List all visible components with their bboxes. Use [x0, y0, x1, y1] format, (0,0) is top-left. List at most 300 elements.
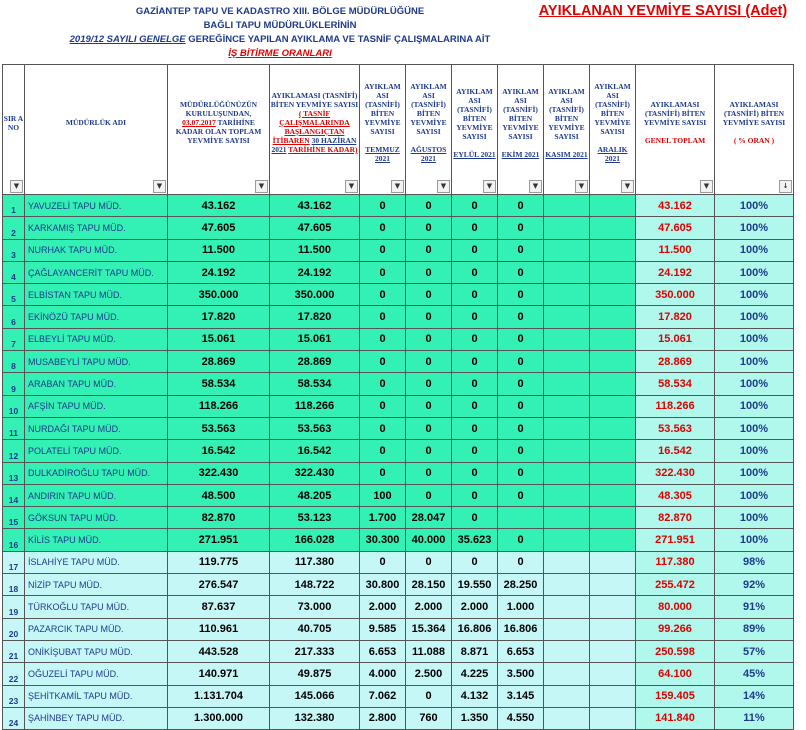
- row-total[interactable]: 119.775: [168, 551, 270, 573]
- row-month-6[interactable]: [590, 640, 636, 662]
- row-name[interactable]: AFŞİN TAPU MÜD.: [25, 395, 168, 417]
- row-general-total[interactable]: 15.061: [636, 328, 715, 350]
- row-month-6[interactable]: [590, 529, 636, 551]
- row-percentage[interactable]: 14%: [715, 685, 794, 707]
- row-month-5[interactable]: [544, 685, 590, 707]
- row-percentage[interactable]: 92%: [715, 574, 794, 596]
- row-month-4[interactable]: 6.653: [498, 640, 544, 662]
- row-done[interactable]: 118.266: [270, 395, 360, 417]
- row-name[interactable]: ÇAĞLAYANCERİT TAPU MÜD.: [25, 261, 168, 283]
- filter-dropdown-icon[interactable]: ▼: [153, 180, 166, 193]
- row-general-total[interactable]: 64.100: [636, 663, 715, 685]
- row-month-5[interactable]: [544, 373, 590, 395]
- row-month-6[interactable]: [590, 507, 636, 529]
- row-name[interactable]: ŞAHİNBEY TAPU MÜD.: [25, 707, 168, 729]
- row-month-2[interactable]: 11.088: [406, 640, 452, 662]
- row-month-3[interactable]: 0: [452, 373, 498, 395]
- row-percentage[interactable]: 100%: [715, 529, 794, 551]
- row-done[interactable]: 48.205: [270, 484, 360, 506]
- row-month-2[interactable]: 0: [406, 373, 452, 395]
- row-general-total[interactable]: 43.162: [636, 195, 715, 217]
- row-done[interactable]: 148.722: [270, 574, 360, 596]
- row-month-4[interactable]: 1.000: [498, 596, 544, 618]
- row-month-2[interactable]: 0: [406, 328, 452, 350]
- row-done[interactable]: 17.820: [270, 306, 360, 328]
- row-month-2[interactable]: 0: [406, 551, 452, 573]
- row-month-1[interactable]: 2.800: [360, 707, 406, 729]
- row-done[interactable]: 117.380: [270, 551, 360, 573]
- row-month-1[interactable]: 0: [360, 217, 406, 239]
- row-month-4[interactable]: 0: [498, 529, 544, 551]
- row-month-2[interactable]: 0: [406, 395, 452, 417]
- row-month-2[interactable]: 15.364: [406, 618, 452, 640]
- row-month-3[interactable]: 35.623: [452, 529, 498, 551]
- row-month-1[interactable]: 0: [360, 328, 406, 350]
- row-done[interactable]: 28.869: [270, 351, 360, 373]
- row-done[interactable]: 49.875: [270, 663, 360, 685]
- row-general-total[interactable]: 82.870: [636, 507, 715, 529]
- row-name[interactable]: İSLAHİYE TAPU MÜD.: [25, 551, 168, 573]
- row-done[interactable]: 53.563: [270, 417, 360, 439]
- row-month-3[interactable]: 0: [452, 417, 498, 439]
- row-month-1[interactable]: 0: [360, 284, 406, 306]
- filter-dropdown-icon[interactable]: ▼: [10, 180, 23, 193]
- row-name[interactable]: DULKADİROĞLU TAPU MÜD.: [25, 462, 168, 484]
- row-month-6[interactable]: [590, 484, 636, 506]
- row-month-4[interactable]: 0: [498, 417, 544, 439]
- row-done[interactable]: 145.066: [270, 685, 360, 707]
- row-general-total[interactable]: 48.305: [636, 484, 715, 506]
- row-month-2[interactable]: 0: [406, 306, 452, 328]
- row-total[interactable]: 43.162: [168, 195, 270, 217]
- row-number[interactable]: 23: [3, 685, 25, 707]
- row-general-total[interactable]: 17.820: [636, 306, 715, 328]
- row-month-4[interactable]: 3.145: [498, 685, 544, 707]
- row-month-3[interactable]: 8.871: [452, 640, 498, 662]
- row-total[interactable]: 15.061: [168, 328, 270, 350]
- row-name[interactable]: PAZARCIK TAPU MÜD.: [25, 618, 168, 640]
- row-month-3[interactable]: 0: [452, 507, 498, 529]
- row-name[interactable]: NİZİP TAPU MÜD.: [25, 574, 168, 596]
- row-number[interactable]: 17: [3, 551, 25, 573]
- row-total[interactable]: 322.430: [168, 462, 270, 484]
- row-month-4[interactable]: 4.550: [498, 707, 544, 729]
- row-percentage[interactable]: 100%: [715, 417, 794, 439]
- row-month-4[interactable]: 28.250: [498, 574, 544, 596]
- row-total[interactable]: 87.637: [168, 596, 270, 618]
- row-month-3[interactable]: 4.132: [452, 685, 498, 707]
- row-month-1[interactable]: 0: [360, 239, 406, 261]
- row-percentage[interactable]: 100%: [715, 217, 794, 239]
- row-month-2[interactable]: 0: [406, 195, 452, 217]
- row-month-1[interactable]: 30.800: [360, 574, 406, 596]
- row-percentage[interactable]: 57%: [715, 640, 794, 662]
- row-month-6[interactable]: [590, 596, 636, 618]
- row-total[interactable]: 443.528: [168, 640, 270, 662]
- row-name[interactable]: KARKAMIŞ TAPU MÜD.: [25, 217, 168, 239]
- row-name[interactable]: ELBİSTAN TAPU MÜD.: [25, 284, 168, 306]
- row-month-2[interactable]: 0: [406, 351, 452, 373]
- row-number[interactable]: 13: [3, 462, 25, 484]
- row-month-6[interactable]: [590, 351, 636, 373]
- row-month-1[interactable]: 0: [360, 395, 406, 417]
- row-total[interactable]: 1.131.704: [168, 685, 270, 707]
- row-name[interactable]: NURHAK TAPU MÜD.: [25, 239, 168, 261]
- row-number[interactable]: 19: [3, 596, 25, 618]
- row-month-2[interactable]: 0: [406, 417, 452, 439]
- row-total[interactable]: 140.971: [168, 663, 270, 685]
- row-name[interactable]: TÜRKOĞLU TAPU MÜD.: [25, 596, 168, 618]
- row-month-5[interactable]: [544, 261, 590, 283]
- row-name[interactable]: GÖKSUN TAPU MÜD.: [25, 507, 168, 529]
- sort-filter-icon[interactable]: ↓: [779, 180, 792, 193]
- row-total[interactable]: 11.500: [168, 239, 270, 261]
- row-total[interactable]: 350.000: [168, 284, 270, 306]
- row-month-6[interactable]: [590, 373, 636, 395]
- filter-dropdown-icon[interactable]: ▼: [437, 180, 450, 193]
- row-name[interactable]: NURDAĞI TAPU MÜD.: [25, 417, 168, 439]
- row-month-4[interactable]: [498, 507, 544, 529]
- row-name[interactable]: OĞUZELİ TAPU MÜD.: [25, 663, 168, 685]
- row-month-5[interactable]: [544, 217, 590, 239]
- row-month-3[interactable]: 0: [452, 395, 498, 417]
- row-month-5[interactable]: [544, 484, 590, 506]
- row-number[interactable]: 22: [3, 663, 25, 685]
- row-month-6[interactable]: [590, 618, 636, 640]
- row-month-3[interactable]: 0: [452, 484, 498, 506]
- row-total[interactable]: 58.534: [168, 373, 270, 395]
- row-percentage[interactable]: 100%: [715, 284, 794, 306]
- row-month-1[interactable]: 0: [360, 373, 406, 395]
- row-number[interactable]: 4: [3, 261, 25, 283]
- row-total[interactable]: 48.500: [168, 484, 270, 506]
- row-total[interactable]: 1.300.000: [168, 707, 270, 729]
- row-percentage[interactable]: 100%: [715, 484, 794, 506]
- row-name[interactable]: ŞEHİTKAMİL TAPU MÜD.: [25, 685, 168, 707]
- row-month-4[interactable]: 0: [498, 328, 544, 350]
- row-month-5[interactable]: [544, 395, 590, 417]
- row-general-total[interactable]: 322.430: [636, 462, 715, 484]
- filter-dropdown-icon[interactable]: ▼: [483, 180, 496, 193]
- row-general-total[interactable]: 80.000: [636, 596, 715, 618]
- row-month-5[interactable]: [544, 284, 590, 306]
- row-month-3[interactable]: 0: [452, 217, 498, 239]
- row-month-3[interactable]: 0: [452, 284, 498, 306]
- row-general-total[interactable]: 16.542: [636, 440, 715, 462]
- row-percentage[interactable]: 100%: [715, 395, 794, 417]
- row-month-6[interactable]: [590, 551, 636, 573]
- row-month-1[interactable]: 9.585: [360, 618, 406, 640]
- row-total[interactable]: 110.961: [168, 618, 270, 640]
- row-month-3[interactable]: 4.225: [452, 663, 498, 685]
- row-month-3[interactable]: 0: [452, 551, 498, 573]
- row-month-5[interactable]: [544, 529, 590, 551]
- row-percentage[interactable]: 100%: [715, 239, 794, 261]
- row-month-2[interactable]: 0: [406, 685, 452, 707]
- row-month-5[interactable]: [544, 618, 590, 640]
- row-month-4[interactable]: 0: [498, 239, 544, 261]
- row-number[interactable]: 15: [3, 507, 25, 529]
- row-month-3[interactable]: 0: [452, 239, 498, 261]
- row-month-3[interactable]: 0: [452, 440, 498, 462]
- row-percentage[interactable]: 100%: [715, 306, 794, 328]
- row-month-3[interactable]: 0: [452, 462, 498, 484]
- row-month-1[interactable]: 0: [360, 351, 406, 373]
- row-month-3[interactable]: 0: [452, 306, 498, 328]
- row-number[interactable]: 1: [3, 195, 25, 217]
- row-month-6[interactable]: [590, 395, 636, 417]
- row-month-3[interactable]: 0: [452, 195, 498, 217]
- row-month-5[interactable]: [544, 440, 590, 462]
- row-number[interactable]: 9: [3, 373, 25, 395]
- row-name[interactable]: KİLİS TAPU MÜD.: [25, 529, 168, 551]
- row-month-4[interactable]: 0: [498, 261, 544, 283]
- row-month-5[interactable]: [544, 417, 590, 439]
- row-month-1[interactable]: 1.700: [360, 507, 406, 529]
- row-general-total[interactable]: 53.563: [636, 417, 715, 439]
- row-number[interactable]: 7: [3, 328, 25, 350]
- row-done[interactable]: 73.000: [270, 596, 360, 618]
- filter-dropdown-icon[interactable]: ▼: [529, 180, 542, 193]
- row-month-4[interactable]: 0: [498, 306, 544, 328]
- filter-dropdown-icon[interactable]: ▼: [345, 180, 358, 193]
- row-number[interactable]: 3: [3, 239, 25, 261]
- row-month-6[interactable]: [590, 574, 636, 596]
- row-general-total[interactable]: 11.500: [636, 239, 715, 261]
- filter-dropdown-icon[interactable]: ▼: [391, 180, 404, 193]
- row-month-2[interactable]: 0: [406, 239, 452, 261]
- row-number[interactable]: 5: [3, 284, 25, 306]
- row-number[interactable]: 8: [3, 351, 25, 373]
- row-total[interactable]: 276.547: [168, 574, 270, 596]
- row-name[interactable]: ELBEYLİ TAPU MÜD.: [25, 328, 168, 350]
- row-name[interactable]: ARABAN TAPU MÜD.: [25, 373, 168, 395]
- row-done[interactable]: 47.605: [270, 217, 360, 239]
- row-general-total[interactable]: 141.840: [636, 707, 715, 729]
- row-month-3[interactable]: 1.350: [452, 707, 498, 729]
- row-general-total[interactable]: 24.192: [636, 261, 715, 283]
- row-month-4[interactable]: 0: [498, 484, 544, 506]
- row-month-1[interactable]: 100: [360, 484, 406, 506]
- row-month-4[interactable]: 16.806: [498, 618, 544, 640]
- row-number[interactable]: 24: [3, 707, 25, 729]
- row-done[interactable]: 217.333: [270, 640, 360, 662]
- row-month-2[interactable]: 0: [406, 261, 452, 283]
- row-number[interactable]: 2: [3, 217, 25, 239]
- row-month-6[interactable]: [590, 328, 636, 350]
- row-month-4[interactable]: 0: [498, 351, 544, 373]
- row-month-3[interactable]: 2.000: [452, 596, 498, 618]
- row-done[interactable]: 58.534: [270, 373, 360, 395]
- row-month-6[interactable]: [590, 663, 636, 685]
- row-percentage[interactable]: 100%: [715, 328, 794, 350]
- row-month-1[interactable]: 4.000: [360, 663, 406, 685]
- row-general-total[interactable]: 58.534: [636, 373, 715, 395]
- row-month-5[interactable]: [544, 596, 590, 618]
- row-done[interactable]: 24.192: [270, 261, 360, 283]
- row-general-total[interactable]: 250.598: [636, 640, 715, 662]
- row-percentage[interactable]: 89%: [715, 618, 794, 640]
- row-month-4[interactable]: 0: [498, 462, 544, 484]
- row-number[interactable]: 11: [3, 417, 25, 439]
- row-general-total[interactable]: 47.605: [636, 217, 715, 239]
- row-number[interactable]: 20: [3, 618, 25, 640]
- row-month-2[interactable]: 0: [406, 484, 452, 506]
- row-general-total[interactable]: 118.266: [636, 395, 715, 417]
- row-month-4[interactable]: 0: [498, 440, 544, 462]
- row-number[interactable]: 18: [3, 574, 25, 596]
- row-general-total[interactable]: 28.869: [636, 351, 715, 373]
- row-month-6[interactable]: [590, 239, 636, 261]
- filter-dropdown-icon[interactable]: ▼: [575, 180, 588, 193]
- row-month-2[interactable]: 2.500: [406, 663, 452, 685]
- row-number[interactable]: 10: [3, 395, 25, 417]
- row-month-6[interactable]: [590, 417, 636, 439]
- row-month-2[interactable]: 0: [406, 462, 452, 484]
- row-percentage[interactable]: 100%: [715, 462, 794, 484]
- row-month-2[interactable]: 2.000: [406, 596, 452, 618]
- row-month-4[interactable]: 0: [498, 551, 544, 573]
- row-number[interactable]: 14: [3, 484, 25, 506]
- row-month-1[interactable]: 30.300: [360, 529, 406, 551]
- row-total[interactable]: 118.266: [168, 395, 270, 417]
- row-percentage[interactable]: 91%: [715, 596, 794, 618]
- row-month-6[interactable]: [590, 217, 636, 239]
- row-percentage[interactable]: 100%: [715, 195, 794, 217]
- filter-dropdown-icon[interactable]: ▼: [621, 180, 634, 193]
- row-number[interactable]: 6: [3, 306, 25, 328]
- row-month-6[interactable]: [590, 440, 636, 462]
- row-total[interactable]: 16.542: [168, 440, 270, 462]
- row-name[interactable]: ONİKİŞUBAT TAPU MÜD.: [25, 640, 168, 662]
- row-month-1[interactable]: 2.000: [360, 596, 406, 618]
- row-month-4[interactable]: 0: [498, 284, 544, 306]
- row-month-1[interactable]: 0: [360, 195, 406, 217]
- row-name[interactable]: EKİNÖZÜ TAPU MÜD.: [25, 306, 168, 328]
- row-name[interactable]: ANDIRIN TAPU MÜD.: [25, 484, 168, 506]
- row-month-3[interactable]: 0: [452, 328, 498, 350]
- row-month-1[interactable]: 0: [360, 440, 406, 462]
- row-number[interactable]: 12: [3, 440, 25, 462]
- row-month-1[interactable]: 7.062: [360, 685, 406, 707]
- row-number[interactable]: 16: [3, 529, 25, 551]
- row-month-4[interactable]: 0: [498, 217, 544, 239]
- row-month-2[interactable]: 0: [406, 284, 452, 306]
- row-month-4[interactable]: 0: [498, 395, 544, 417]
- row-month-5[interactable]: [544, 551, 590, 573]
- row-month-2[interactable]: 760: [406, 707, 452, 729]
- row-month-1[interactable]: 0: [360, 462, 406, 484]
- row-done[interactable]: 11.500: [270, 239, 360, 261]
- row-total[interactable]: 271.951: [168, 529, 270, 551]
- row-month-6[interactable]: [590, 306, 636, 328]
- row-month-5[interactable]: [544, 351, 590, 373]
- row-total[interactable]: 28.869: [168, 351, 270, 373]
- row-month-2[interactable]: 28.150: [406, 574, 452, 596]
- row-general-total[interactable]: 159.405: [636, 685, 715, 707]
- row-month-4[interactable]: 0: [498, 373, 544, 395]
- row-general-total[interactable]: 99.266: [636, 618, 715, 640]
- row-general-total[interactable]: 255.472: [636, 574, 715, 596]
- row-month-1[interactable]: 0: [360, 261, 406, 283]
- row-percentage[interactable]: 100%: [715, 261, 794, 283]
- row-number[interactable]: 21: [3, 640, 25, 662]
- filter-dropdown-icon[interactable]: ▼: [700, 180, 713, 193]
- row-month-3[interactable]: 19.550: [452, 574, 498, 596]
- row-month-1[interactable]: 0: [360, 306, 406, 328]
- row-total[interactable]: 47.605: [168, 217, 270, 239]
- row-month-6[interactable]: [590, 707, 636, 729]
- row-done[interactable]: 322.430: [270, 462, 360, 484]
- row-total[interactable]: 24.192: [168, 261, 270, 283]
- row-percentage[interactable]: 100%: [715, 351, 794, 373]
- row-month-5[interactable]: [544, 328, 590, 350]
- row-general-total[interactable]: 350.000: [636, 284, 715, 306]
- row-done[interactable]: 166.028: [270, 529, 360, 551]
- row-name[interactable]: MUSABEYLİ TAPU MÜD.: [25, 351, 168, 373]
- row-month-5[interactable]: [544, 462, 590, 484]
- row-month-6[interactable]: [590, 284, 636, 306]
- row-month-5[interactable]: [544, 239, 590, 261]
- row-month-2[interactable]: 0: [406, 217, 452, 239]
- row-month-4[interactable]: 0: [498, 195, 544, 217]
- row-month-1[interactable]: 0: [360, 417, 406, 439]
- row-done[interactable]: 132.380: [270, 707, 360, 729]
- row-total[interactable]: 53.563: [168, 417, 270, 439]
- row-month-5[interactable]: [544, 507, 590, 529]
- row-percentage[interactable]: 45%: [715, 663, 794, 685]
- row-done[interactable]: 16.542: [270, 440, 360, 462]
- row-month-5[interactable]: [544, 640, 590, 662]
- row-general-total[interactable]: 271.951: [636, 529, 715, 551]
- row-month-5[interactable]: [544, 663, 590, 685]
- row-name[interactable]: YAVUZELİ TAPU MÜD.: [25, 195, 168, 217]
- row-month-6[interactable]: [590, 685, 636, 707]
- row-general-total[interactable]: 117.380: [636, 551, 715, 573]
- row-month-5[interactable]: [544, 195, 590, 217]
- row-total[interactable]: 17.820: [168, 306, 270, 328]
- row-percentage[interactable]: 100%: [715, 507, 794, 529]
- row-month-2[interactable]: 0: [406, 440, 452, 462]
- row-done[interactable]: 15.061: [270, 328, 360, 350]
- row-done[interactable]: 40.705: [270, 618, 360, 640]
- row-done[interactable]: 350.000: [270, 284, 360, 306]
- row-month-2[interactable]: 28.047: [406, 507, 452, 529]
- row-month-3[interactable]: 0: [452, 261, 498, 283]
- row-month-1[interactable]: 0: [360, 551, 406, 573]
- row-name[interactable]: POLATELİ TAPU MÜD.: [25, 440, 168, 462]
- row-percentage[interactable]: 11%: [715, 707, 794, 729]
- row-month-6[interactable]: [590, 261, 636, 283]
- row-month-6[interactable]: [590, 195, 636, 217]
- row-month-5[interactable]: [544, 707, 590, 729]
- row-month-6[interactable]: [590, 462, 636, 484]
- row-done[interactable]: 53.123: [270, 507, 360, 529]
- row-month-5[interactable]: [544, 306, 590, 328]
- row-month-3[interactable]: 16.806: [452, 618, 498, 640]
- row-month-3[interactable]: 0: [452, 351, 498, 373]
- row-done[interactable]: 43.162: [270, 195, 360, 217]
- row-percentage[interactable]: 100%: [715, 373, 794, 395]
- row-month-1[interactable]: 6.653: [360, 640, 406, 662]
- row-total[interactable]: 82.870: [168, 507, 270, 529]
- filter-dropdown-icon[interactable]: ▼: [255, 180, 268, 193]
- row-percentage[interactable]: 98%: [715, 551, 794, 573]
- row-month-5[interactable]: [544, 574, 590, 596]
- row-month-2[interactable]: 40.000: [406, 529, 452, 551]
- row-month-4[interactable]: 3.500: [498, 663, 544, 685]
- row-percentage[interactable]: 100%: [715, 440, 794, 462]
